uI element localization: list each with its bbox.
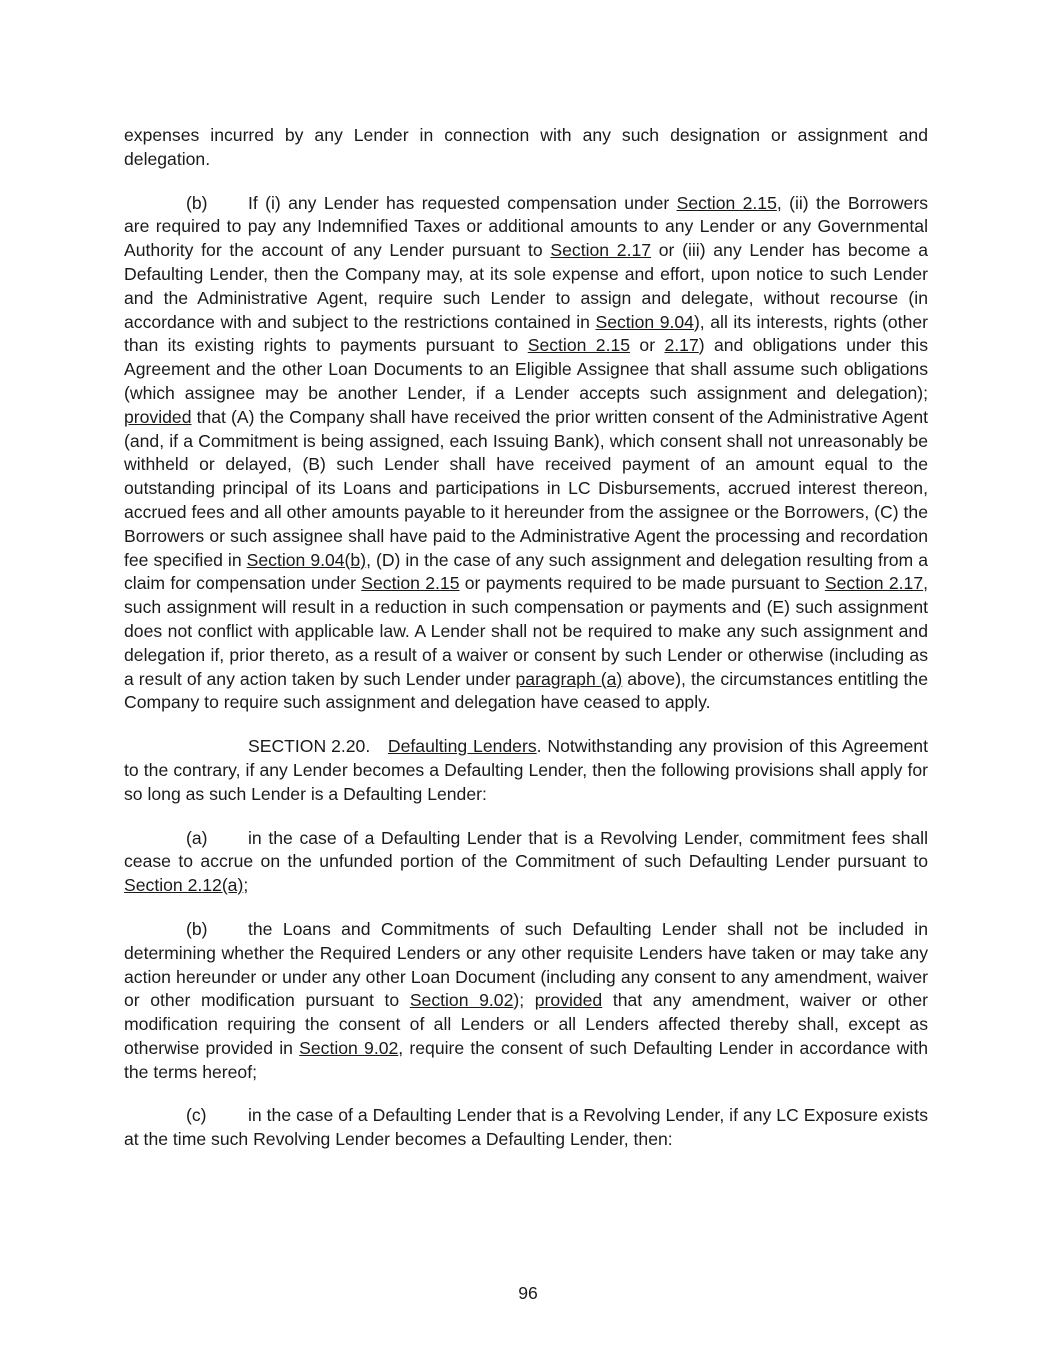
cross-reference: paragraph (a) (515, 668, 623, 689)
paragraph-label: (c) (186, 1105, 207, 1126)
section-heading: Defaulting Lenders (387, 736, 537, 757)
cross-reference: Section 9.02 (299, 1037, 399, 1058)
paragraph-label: (a) (186, 827, 208, 848)
cross-reference: Section 2.17 (824, 573, 924, 594)
page-number: 96 (518, 1283, 538, 1303)
paragraph-c: (c) in the case of a Defaulting Lender that is a Revolving Lender, if any LC Exposure exists at the time such Revolving Lender becomes a Defaulting Lender, then: (124, 1105, 928, 1150)
document-page (124, 124, 928, 1152)
paragraph-b-replacement: (b) If (i) any Lender has requested compensation under Section 2.15, (ii) the Borrowers are required to pay any Indemnified Taxes or additional amounts to any Lender or any Governmental Authority for the account of any Lender pursuant to Section 2.17 or (iii) any Lender has become a Defaulting Lender, then the Company may, at its sole expense and effort, upon notice to such Lender and the Administrative Agent, require such Lender to assign and delegate, without recourse (in accordance with and subject to the restrictions contained in Section 9.04), all its interests, rights (other than its existing rights to payments pursuant to Section 2.15 or 2.17) and obligations under this Agreement and the other Loan Documents to an Eligible Assignee that shall assume such obligations (which assignee may be another Lender, if a Lender accepts such assignment and delegation); provided that (A) the Company shall have received the prior written consent of the Administrative Agent (and, if a Commitment is being assigned, each Issuing Bank), which consent shall not unreasonably be withheld or delayed, (B) such Lender shall have received payment of an amount equal to the outstanding principal of its Loans and participations in LC Disbursements, accrued interest thereon, accrued fees and all other amounts payable to it hereunder from the assignee or the Borrowers, (C) the Borrowers or such assignee shall have paid to the Administrative Agent the processing and recordation fee specified in Section 9.04(b), (D) in the case of any such assignment and delegation resulting from a claim for compensation under Section 2.15 or payments required to be made pursuant to Section 2.17, such assignment will result in a reduction in such compensation or payments and (E) such assignment does not conflict with applicable law. A Lender shall not be required to make any such assignment and delegation if, prior thereto, as a result of a waiver or consent by such Lender or otherwise (including as a result of any action taken by such Lender under paragraph (a) above), the circumstances entitling the Company to require such assignment and delegation have ceased to apply. (124, 192, 929, 713)
cross-reference: Section 9.04(b) (246, 549, 367, 570)
paragraph-label: (b) (186, 918, 208, 939)
cross-reference: 2.17 (664, 335, 699, 356)
section-2-20: SECTION 2.20. Defaulting Lenders. Notwithstanding any provision of this Agreement to the contrary, if any Lender becomes a Defaulting Lender, then the following provisions shall apply for so long as such Lender is a Defaulting Lender: (124, 736, 928, 804)
paragraph-a: (a) in the case of a Defaulting Lender that is a Revolving Lender, commitment fees shall cease to accrue on the unfunded portion of the Commitment of such Defaulting Lender pursuant to Section 2.12(a); (124, 827, 928, 896)
section-number: SECTION 2.20. (248, 736, 371, 757)
paragraph-text: expenses incurred by any Lender in connection with any such designation or assignment and delegation. (124, 125, 928, 169)
cross-reference: Section 2.15 (361, 573, 460, 594)
cross-reference: Section 2.15 (527, 335, 631, 356)
paragraph-b: (b) the Loans and Commitments of such Defaulting Lender shall not be included in determining whether the Required Lenders or any other requisite Lenders have taken or may take any action hereunder or under any other Loan Document (including any consent to any amendment, waiver or other modification pursuant to Section 9.02); provided that any amendment, waiver or other modification requiring the consent of all Lenders or all Lenders affected thereby shall, except as otherwise provided in Section 9.02, require the consent of such Defaulting Lender in accordance with the terms hereof; (124, 918, 928, 1082)
cross-reference: Section 2.12(a) (124, 875, 244, 896)
paragraph-continuation (124, 124, 928, 172)
proviso-term: provided (124, 406, 192, 427)
paragraph-label: (b) (186, 192, 208, 213)
proviso-term: provided (534, 990, 603, 1011)
cross-reference: Section 9.02 (409, 990, 514, 1011)
cross-reference: Section 2.17 (550, 240, 652, 261)
cross-reference: Section 2.15 (676, 192, 777, 213)
cross-reference: Section 9.04 (595, 311, 694, 332)
